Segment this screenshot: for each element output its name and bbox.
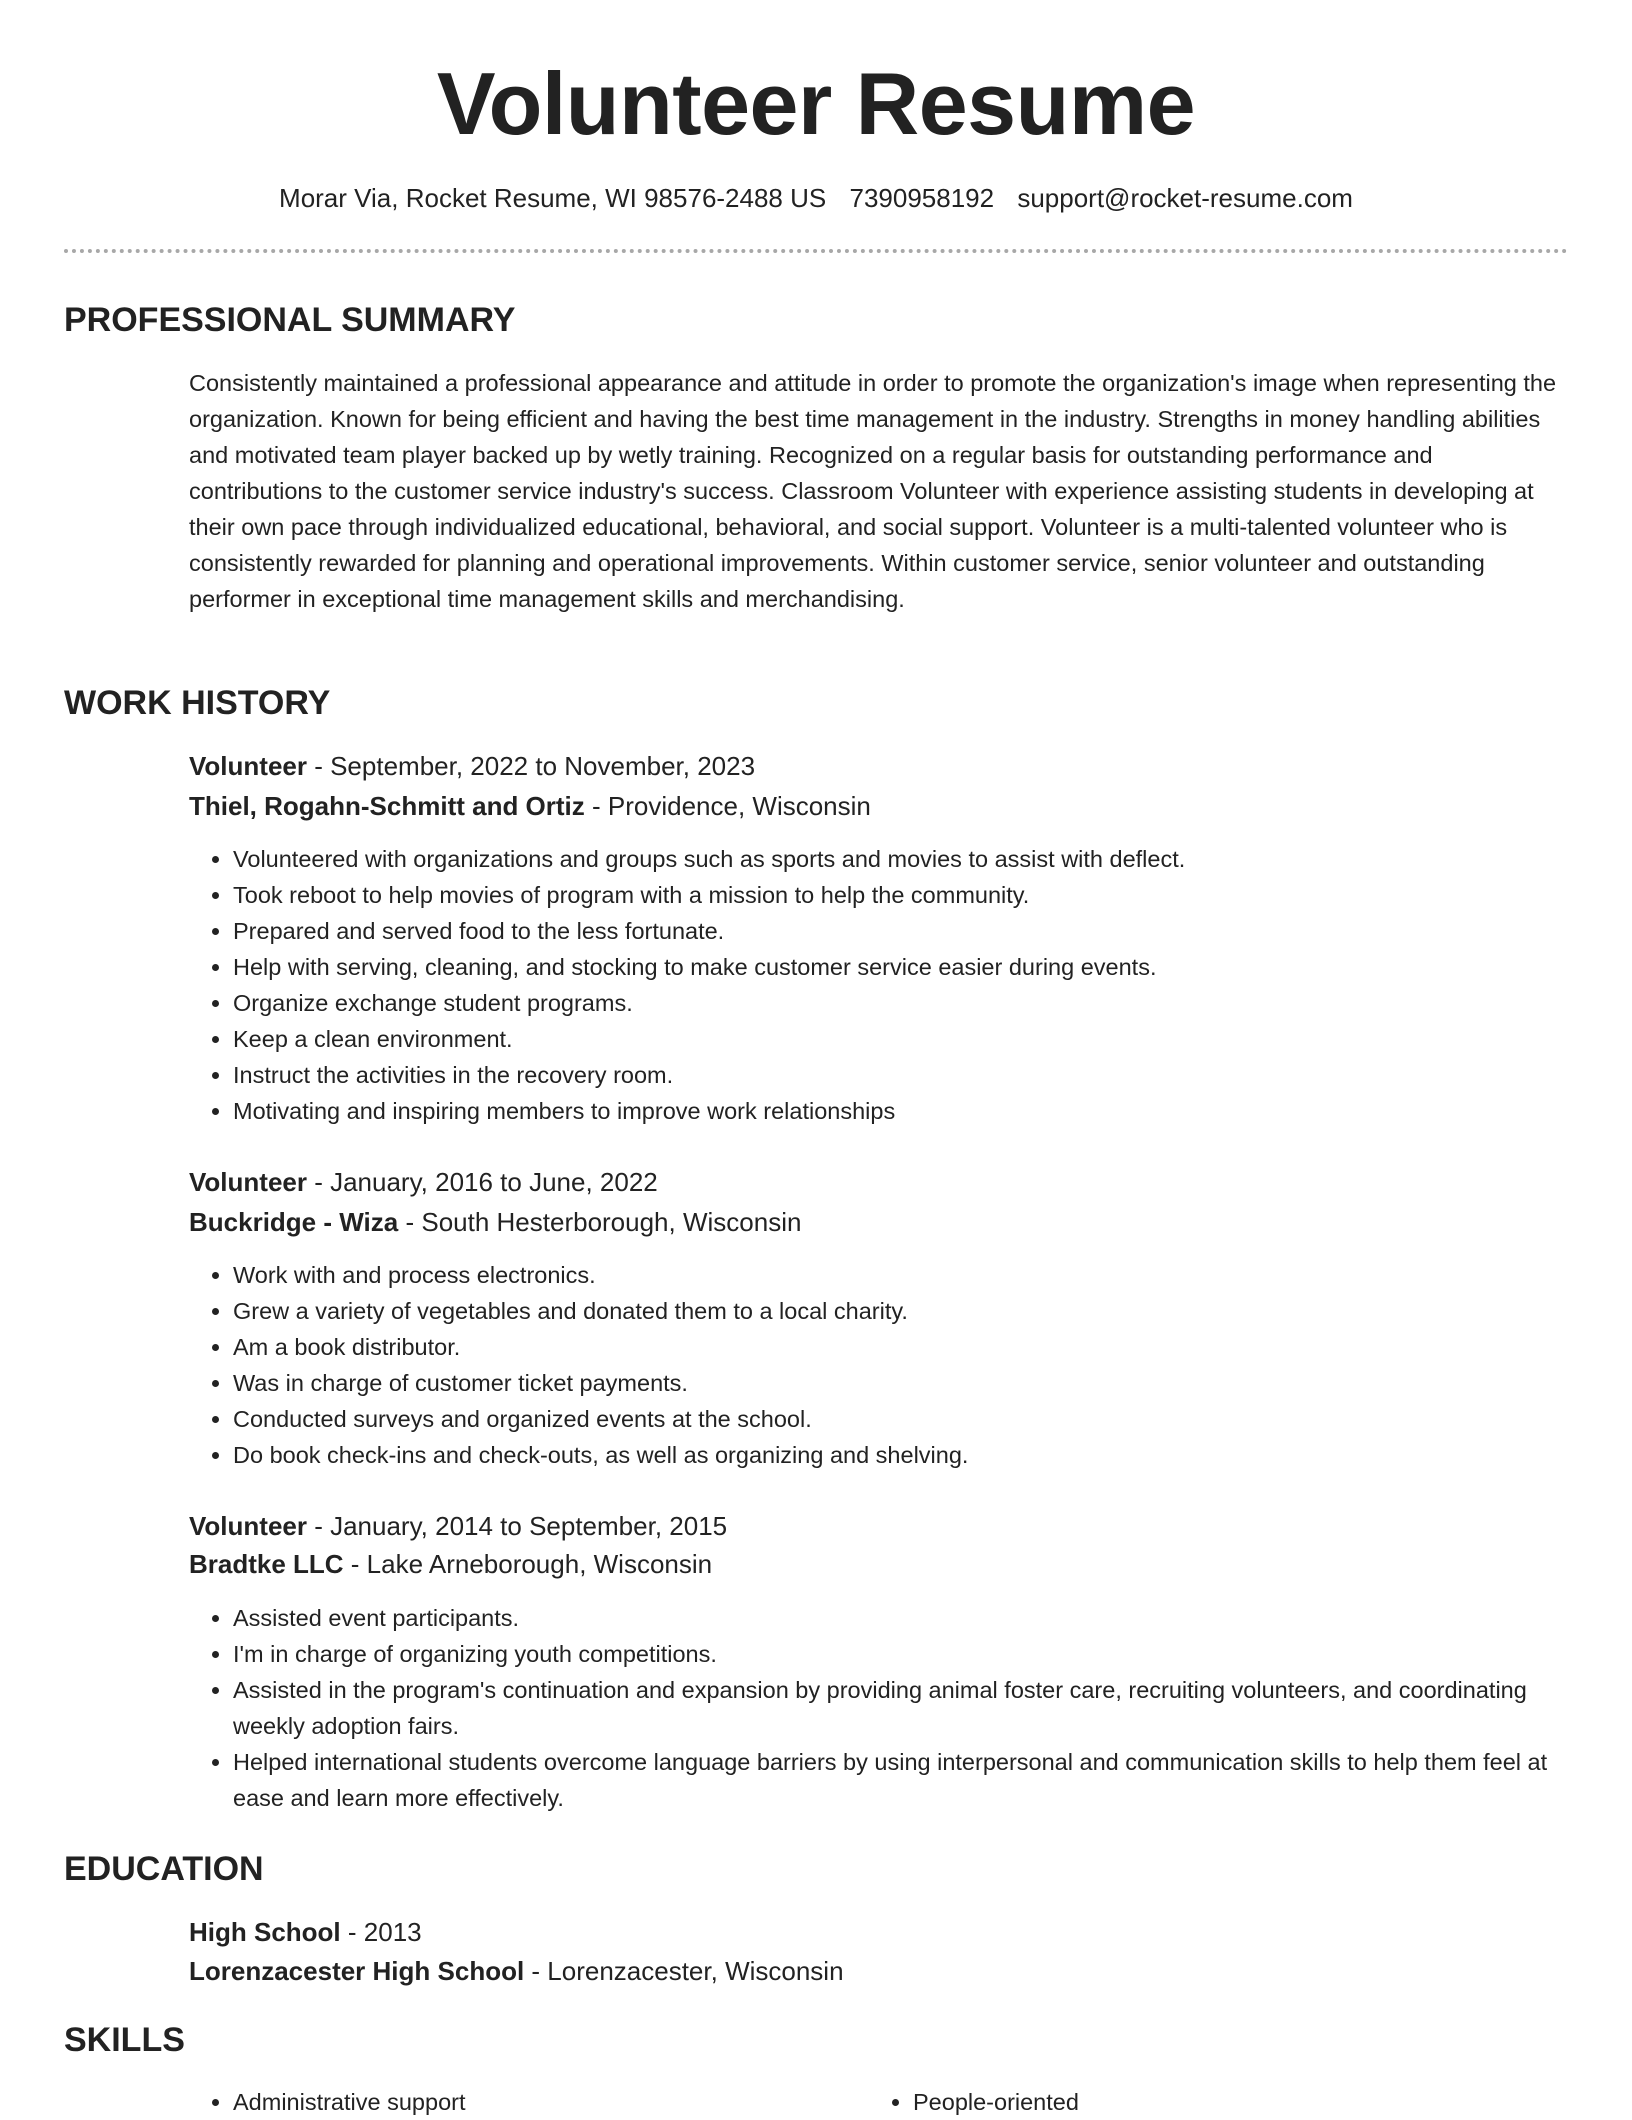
job-location: - South Hesterborough, Wisconsin [398,1207,802,1237]
list-item: • Help with serving, cleaning, and stocking to make customer service easier during events. [233,949,1569,985]
list-item: • Keep a clean environment. [233,1021,1569,1057]
education-year: - 2013 [340,1917,422,1947]
skills-list-left [189,2084,873,2120]
job-title: Volunteer [189,751,307,781]
education-degree: High School [189,1917,341,1947]
job-company-line [189,788,871,824]
summary-text: Consistently maintained a professional appearance and attitude in order to promote the organization's image when representing the organization. Known for being efficient and having the best time management in the industry. Strengths in money handling abilities and motivated team player backed up by wetly training. Recognized on a regular basis for outstanding performance and contributions to the customer service industry's success. Classroom Volunteer with experience assisting students in developing at their own pace through individualized educational, behavioral, and social support. Volunteer is a multi-talented volunteer who is consistently rewarded for planning and operational improvements. Within customer service, senior volunteer and outstanding performer in exceptional time management skills and merchandising. [189,370,1557,612]
contact-line [0,180,1632,216]
list-item: • Administrative support [233,2084,873,2120]
list-item: • Prepared and served food to the less fortunate. [233,913,1569,949]
list-item: • Organize exchange student programs. [233,985,1569,1021]
list-item: • Work with and process electronics. [233,1257,1569,1293]
work-history-heading: WORK HISTORY [64,684,331,722]
skills-heading: SKILLS [64,2021,185,2059]
summary-heading: PROFESSIONAL SUMMARY [64,301,516,339]
job-dates: - January, 2016 to June, 2022 [306,1167,658,1197]
contact-email: support@rocket-resume.com [1017,183,1353,213]
job-company-line [189,1204,801,1240]
contact-address: Morar Via, Rocket Resume, WI 98576-2488 US [279,183,827,213]
list-item: • Assisted event participants. [233,1600,1569,1636]
job-duties-list [189,1600,1569,1816]
education-school-line [189,1953,844,1989]
list-item: • People-oriented [913,2084,1553,2120]
job-location: - Lake Arneborough, Wisconsin [343,1549,713,1579]
job-title-line [189,1164,658,1200]
job-dates: - January, 2014 to September, 2015 [306,1511,728,1541]
header-divider [64,249,1568,253]
education-school: Lorenzacester High School [189,1956,525,1986]
job-location: - Providence, Wisconsin [584,791,871,821]
list-item: • Am a book distributor. [233,1329,1569,1365]
job-title-line [189,1508,727,1544]
contact-phone: 7390958192 [849,183,995,213]
list-item: • Do book check-ins and check-outs, as well as organizing and shelving. [233,1437,1569,1473]
list-item: • Instruct the activities in the recovery room. [233,1057,1569,1093]
job-company: Buckridge - Wiza [189,1207,399,1237]
education-degree-line [189,1914,422,1950]
education-heading: EDUCATION [64,1850,264,1888]
list-item: • Assisted in the program's continuation and expansion by providing animal foster care, recruiting volunteers, and coordinating weekly adoption fairs. [233,1672,1569,1744]
list-item: • Conducted surveys and organized events at the school. [233,1401,1569,1437]
skills-list-right [869,2084,1553,2120]
list-item: • Grew a variety of vegetables and donated them to a local charity. [233,1293,1569,1329]
job-company-line [189,1546,712,1582]
job-title: Volunteer [189,1511,307,1541]
job-dates: - September, 2022 to November, 2023 [306,751,756,781]
job-duties-list [189,1257,1569,1473]
education-location: - Lorenzacester, Wisconsin [524,1956,844,1986]
job-title-line [189,748,755,784]
resume-title: Volunteer Resume [436,54,1196,153]
list-item: • Volunteered with organizations and groups such as sports and movies to assist with deflect. [233,841,1569,877]
job-title: Volunteer [189,1167,307,1197]
list-item: • Motivating and inspiring members to improve work relationships [233,1093,1569,1129]
list-item: • Helped international students overcome language barriers by using interpersonal and communication skills to help them feel at ease and learn more effectively. [233,1744,1569,1816]
list-item: • Was in charge of customer ticket payments. [233,1365,1569,1401]
list-item: • I'm in charge of organizing youth competitions. [233,1636,1569,1672]
job-company: Bradtke LLC [189,1549,344,1579]
job-duties-list [189,841,1569,1129]
job-company: Thiel, Rogahn-Schmitt and Ortiz [189,791,585,821]
list-item: • Took reboot to help movies of program with a mission to help the community. [233,877,1569,913]
